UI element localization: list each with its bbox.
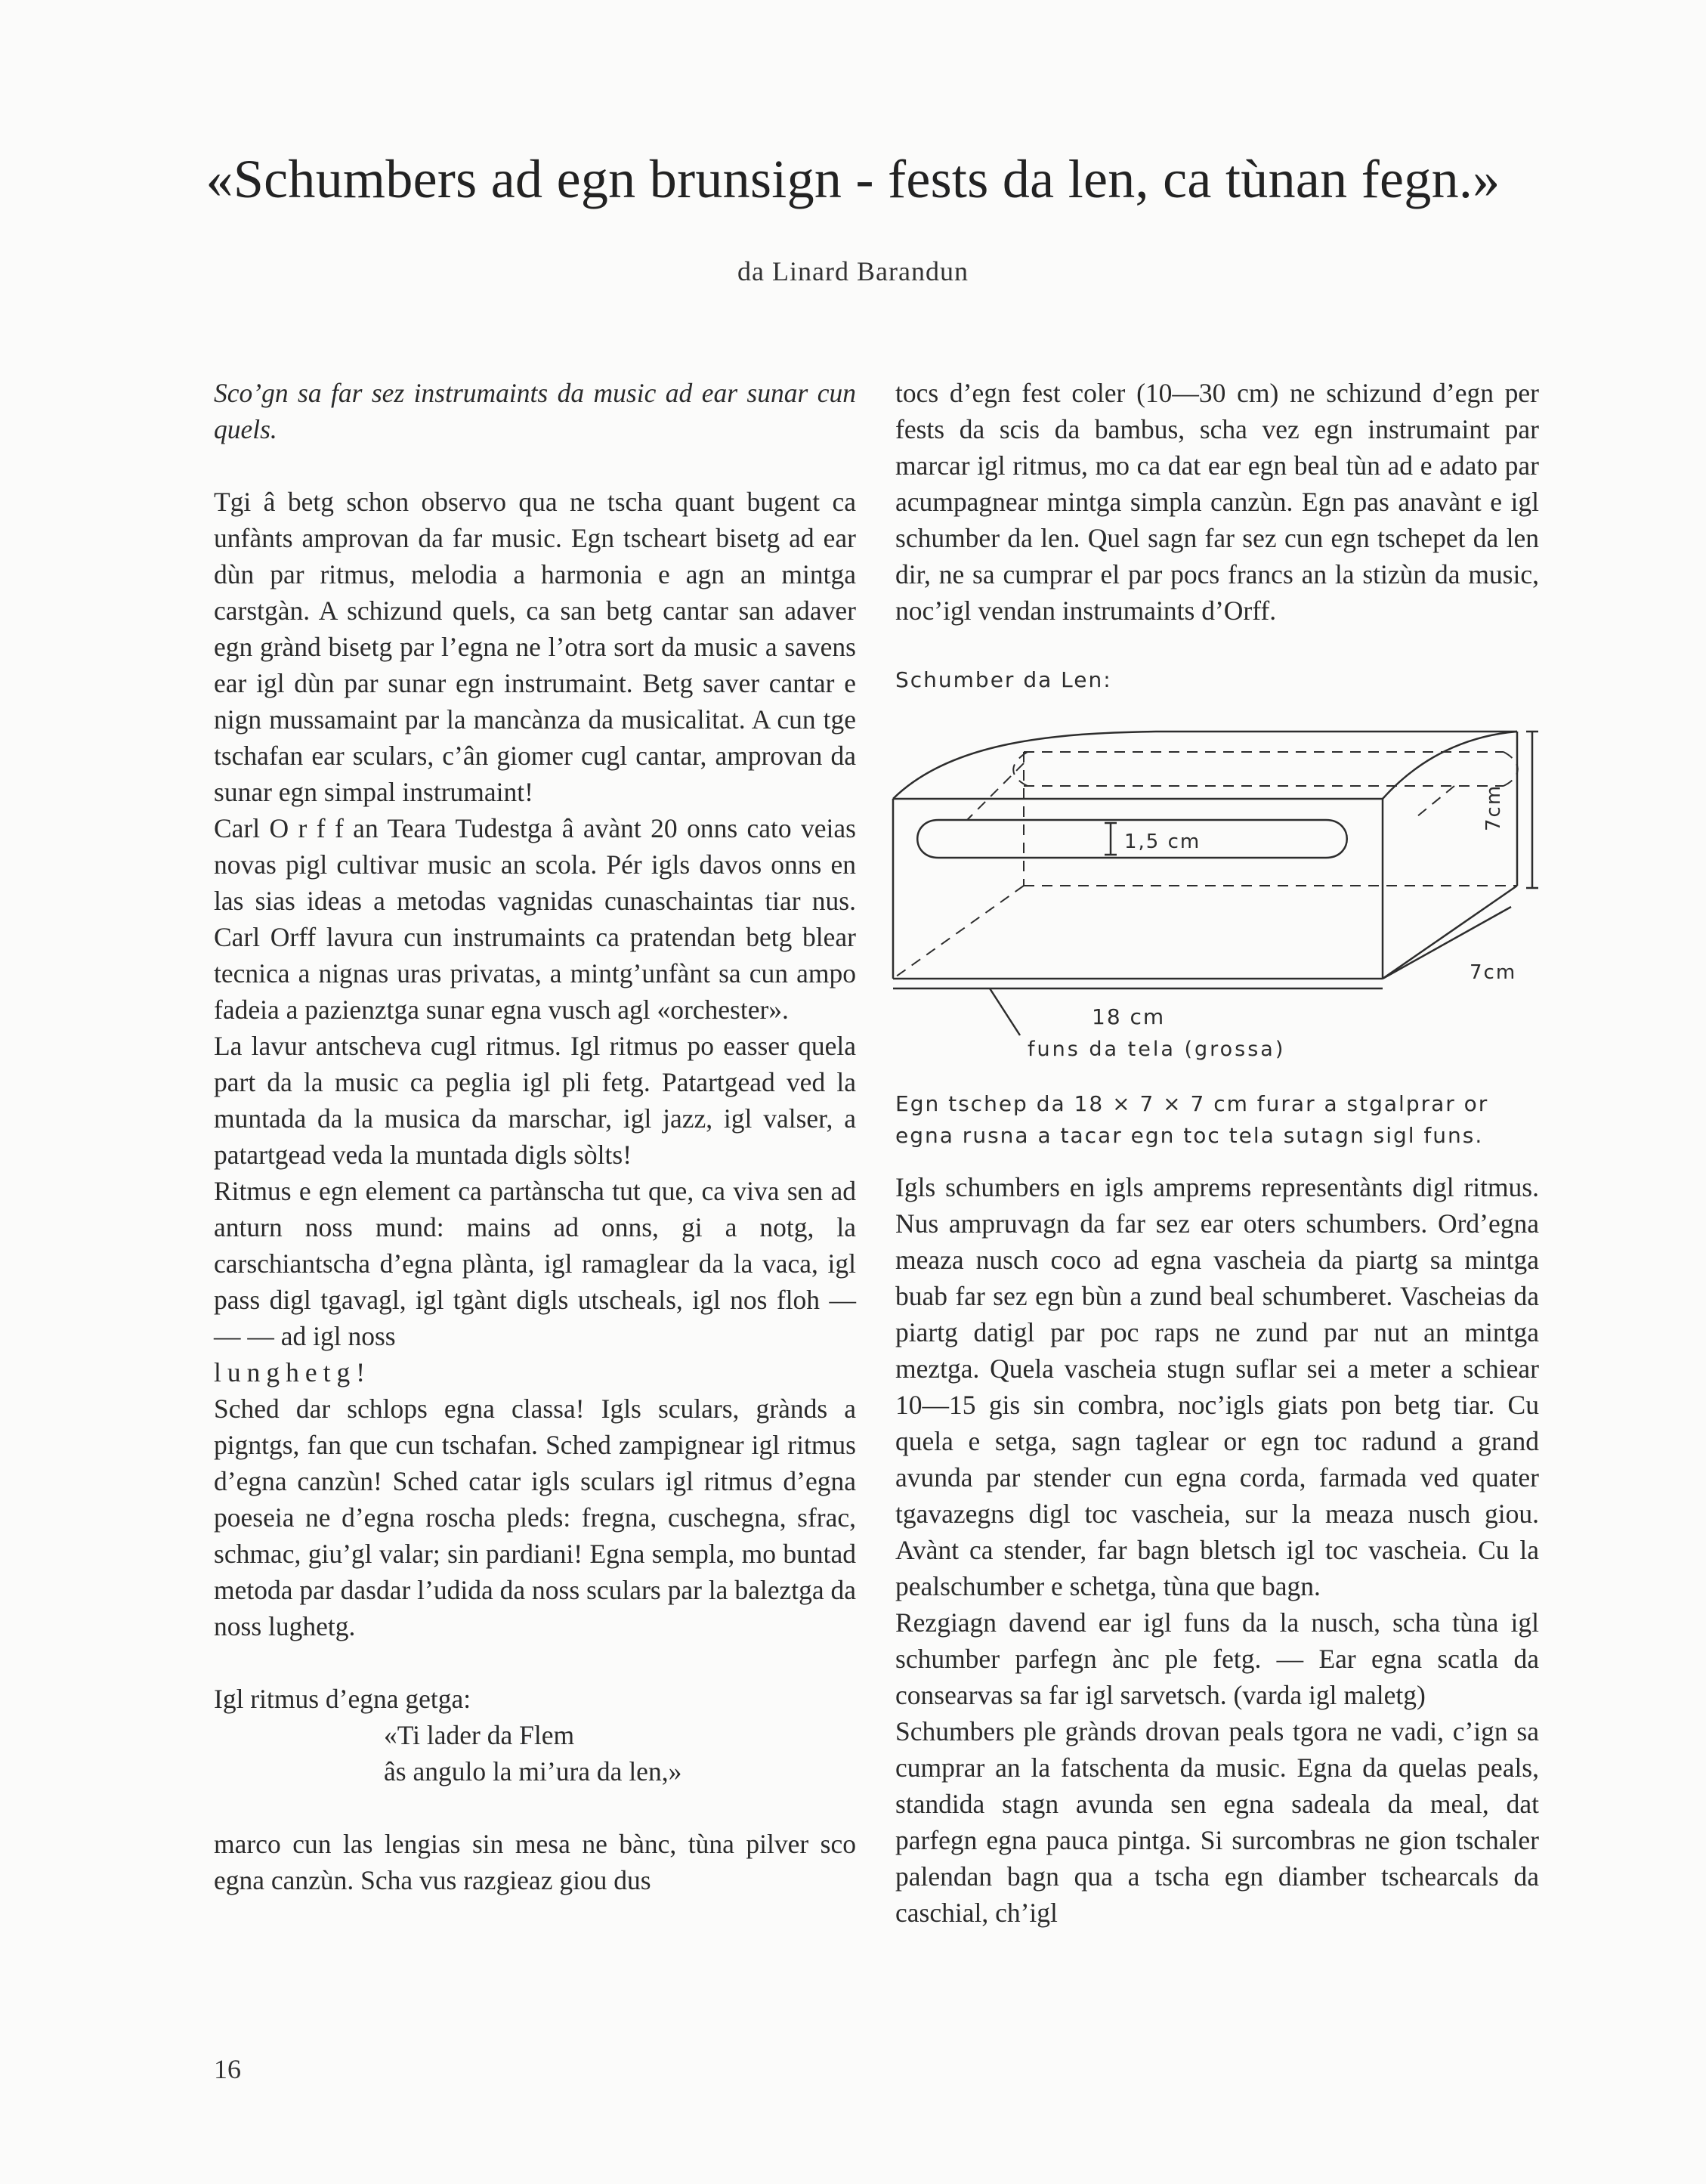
paragraph: La lavur antscheva cugl ritmus. Igl ritmus po easser quela part da la music ca peglia igl pli fetg. Patartgead ved la muntada da la musica da marschar, igl jazz, igl valser, a patartgead veda la muntada digls sòlts! [214, 1031, 856, 1170]
paragraph: Rezgiagn davend ear igl funs da la nusch, scha tùna igl schumber parfegn ànc ple fetg. — Ear egna scatla da consearvas sa far igl sarvetsch. (varda igl maletg) [895, 1607, 1539, 1710]
paragraph: Schumbers ple grànds drovan peals tgora ne vadi, c’ign sa cumprar an la fatschenta da music. Egna da quelas peals, standida stagn avunda sen egna sadeala da meal, dat parfegn egna pauca pintga. Si surcombras ne gion tschaler palendan bagn qua a tscha egn diamber tschearcals da caschial, ch’igl [895, 1716, 1539, 1928]
hidden-slot-curve [1504, 752, 1518, 786]
intro-italic: Sco’gn sa far sez instrumaints da music ad ear sunar cun quels. [214, 378, 856, 444]
caption-line: egna rusna a tacar egn toc tela sutagn sigl funs. [895, 1123, 1484, 1148]
quote-line: «Ti lader da Flem [384, 1720, 575, 1750]
paragraph: tocs d’egn fest coler (10—30 cm) ne schizund d’egn per fests da scis da bambus, scha vez egn instrumaint par marcar igl ritmus, mo ca dat ear egn beal tùn ad e adato par acumpagnear mintga simpla canzùn. Egn pas anavànt e igl schumber da len. Quel sagn far sez cun egn tschepet da len dir, ne sa cumprar el par pocs francs an la stizùn da music, noc’igl vendan instrumaints d’Orff. [895, 378, 1539, 626]
drum-diagram [884, 718, 1541, 1081]
height-label: 7cm [1482, 784, 1505, 831]
page-title: «Schumbers ad egn brunsign - fests da len, ca tùnan fegn.» [206, 149, 1500, 209]
paragraph [214, 1173, 856, 1391]
paragraph-text: ad igl noss [280, 1321, 396, 1351]
paragraph: Igls schumbers en igls amprems representànts digl ritmus. Nus ampruvagn da far sez ear oters schumbers. Ord’egna meaza nusch coco ad egna vascheia da piartg sa mintga buab far sez egn bùn a zund beal schumberet. Vascheias da piartg datigl par poc raps ne zund par nut an mintga meztga. Quela vascheia stugn suflar sei a meter a schiear 10—15 gis sin combra, noc’igls giats pon betg tiar. Cu quela e setga, sagn taglear or egn toc radund a grand avunda par stender cun egna corda, farmada ved quater tgavazegns digl toc vascheia, sur la meaza nusch giou. Avànt ca stender, far bagn bletsch igl toc vascheia. Cu la pealschumber e schetga, tùna que bagn. [895, 1172, 1539, 1601]
bottom-label: funs da tela (grossa) [1028, 1038, 1286, 1061]
page-number: 16 [214, 2054, 241, 2084]
dash-series: — — — [214, 1285, 856, 1351]
box-top-curve [893, 732, 1517, 799]
paragraph: marco cun las lengias sin mesa ne bànc, tùna pilver sco egna canzùn. Scha vus razgieaz giou dus [214, 1829, 856, 1895]
figure-title: Schumber da Len: [895, 667, 1112, 692]
hidden-diagonal [893, 886, 1024, 979]
bottom-pointer [990, 988, 1020, 1035]
hidden-diagonal [967, 763, 1024, 820]
spaced-word: lunghetg! [214, 1357, 372, 1387]
quote-line: âs angulo la mi’ura da len,» [384, 1756, 682, 1786]
depth-label: 7cm [1470, 961, 1517, 984]
right-column-top [895, 375, 1539, 629]
hidden-diagonal [1413, 786, 1454, 820]
paragraph: Sched dar schlops egna classa! Igls sculars, grànds a pigntgs, fan que cun tschafan. Sched zampignear igl ritmus d’egna canzùn! Sched catar igls sculars igl ritmus d’egna poeseia ne d’egna roscha pleds: fregna, cuschegna, sfrac, schmac, giu’gl valar; sin pardiani! Egna sempla, mo buntad metoda par dasdar l’udida da noss sculars par la baleztga da noss lughetg. [214, 1394, 856, 1641]
slot-dimension [1105, 823, 1117, 855]
height-dimension [1526, 732, 1538, 888]
caption-line: Egn tschep da 18 × 7 × 7 cm furar a stgalprar or [895, 1091, 1489, 1116]
left-column [214, 375, 856, 1898]
figure-caption [895, 1088, 1560, 1152]
author-byline: da Linard Barandun [737, 256, 969, 286]
rhythm-intro: Igl ritmus d’egna getga: [214, 1684, 471, 1714]
length-label: 18 cm [1092, 1004, 1166, 1029]
paragraph: Carl O r f f an Teara Tudestga â avànt 20 onns cato veias novas pigl cultivar music an scola. Pér igls davos onns en las sias ideas a metodas vagnidas cunaschaintas tiar nus. Carl Orff lavura cun instrumaints ca pratendan betg blear tecnica a nignas uras privatas, a mintg’unfànt sa cun ampo fadeia a pazienztga sunar egna vusch agl «orchester». [214, 813, 856, 1025]
paragraph-text: Ritmus e egn element ca partànscha tut que, ca viva sen ad anturn noss mund: mains ad onns, gi a notg, la carschiantscha d’egna plànta, igl ramaglear da la vaca, igl pass digl tgavagl, igl tgànt digls utscheals, igl nos floh [214, 1176, 856, 1315]
hidden-slot-curve [1013, 752, 1028, 786]
right-column-bottom [895, 1169, 1539, 1931]
paragraph: Tgi â betg schon observo qua ne tscha quant bugent ca unfànts amprovan da far music. Egn tscheart bisetg ad ear dùn par ritmus, melodia a harmonia e agn an mintga carstgàn. A schizund quels, ca san betg cantar san adaver egn grànd bisetg par l’egna ne l’otra sort da music a savens ear igl dùn par sunar egn instrumaint. Betg saver cantar e nign mussamaint par la mancànza da musicalitat. A cun tge tschafan ear sculars, c’ân giomer cugl cantar, amprovan da sunar egn simpal instrumaint! [214, 487, 856, 807]
slot-label: 1,5 cm [1124, 831, 1201, 853]
